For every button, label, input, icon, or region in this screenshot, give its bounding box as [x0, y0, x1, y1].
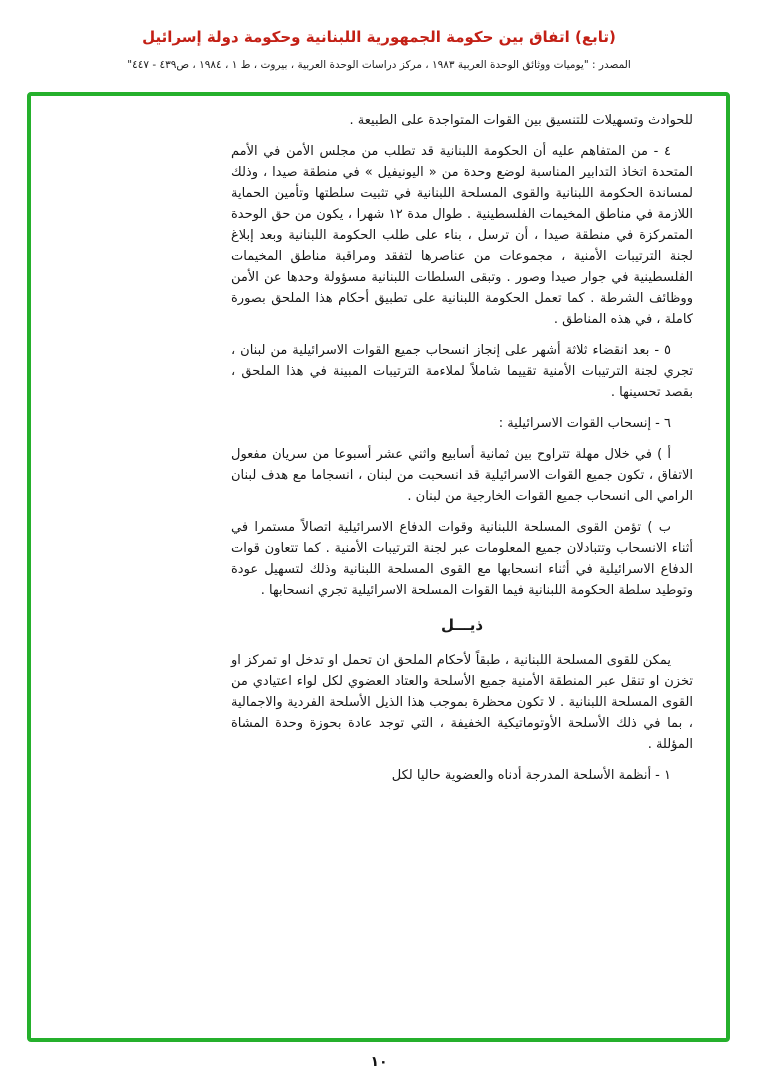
green-content-frame [27, 92, 730, 1042]
paragraph-item-5: ٥ - بعد انقضاء ثلاثة أشهر على إنجاز انسحاب جميع القوات الاسرائيلية من لبنان ، تجري لجنة الترتيبات الأمنية تقييما شاملاً لملاءمة الترتيبات المبينة في هذا الملحق ، بقصد تحسينها . [231, 343, 693, 400]
source-citation: المصدر : "يوميات ووثائق الوحدة العربية ١٩٨٣ ، مركز دراسات الوحدة العربية ، بيروت ، ط ١ ، ١٩٨٤ ، ص٤٣٩ - ٤٤٧" [127, 59, 631, 71]
page-header [0, 0, 758, 71]
paragraph-item-1: ١ - أنظمة الأسلحة المدرجة أدناه والعضوية حاليا لكل [391, 768, 671, 783]
appendix-heading: ذيـــل [440, 616, 484, 634]
paragraph-item-6a: أ ) في خلال مهلة تتراوح بين ثمانية أسابيع واثني عشر أسبوعا من سريان مفعول الاتفاق ، تكون جميع القوات الاسرائيلية قد انسحبت من لبنان ، انسجاما مع هدف لبنان الرامي الى انسحاب جميع القوات الخارجية من لبنان . [231, 447, 693, 504]
paragraph-continuation: للحوادث وتسهيلات للتنسيق بين القوات المتواجدة على الطبيعة . [349, 113, 693, 128]
page-number: ١٠ [370, 1054, 388, 1070]
appendix-paragraph: يمكن للقوى المسلحة اللبنانية ، طبقاً لأحكام الملحق ان تحمل او تدخل او تمركز او تخزن او تنقل عبر المنطقة الأمنية جميع الأسلحة والعتاد العضوي لكل لواء اعتيادي من القوى المسلحة اللبنانية . لا تكون محظرة بموجب هذا الذيل الأسلحة الفردية والاجمالية ، بما في ذلك الأسلحة الأوتوماتيكية الخفيفة ، التي توجد عادة بحوزة وحدة المشاة المؤللة . [231, 653, 693, 752]
document-title: (تابع) اتفاق بين حكومة الجمهورية اللبنانية وحكومة دولة إسرائيل [142, 28, 616, 46]
paragraph-item-6b: ب ) تؤمن القوى المسلحة اللبنانية وقوات الدفاع الاسرائيلية اتصالاً مستمرا في أثناء الانسحاب وتتبادلان جميع المعلومات عبر لجنة الترتيبات الأمنية . كما تتعاون قوات الدفاع الاسرائيلية في أثناء انسحابها مع القوى المسلحة اللبنانية وذلك لتسهيل عودة وتوطيد سلطة الحكومة اللبنانية فيما القوات المسلحة الاسرائيلية تجري انسحابها . [231, 520, 693, 598]
text-column [231, 110, 693, 796]
heading-item-6: ٦ - إنسحاب القوات الاسرائيلية : [498, 416, 671, 431]
paragraph-item-4: ٤ - من المتفاهم عليه أن الحكومة اللبنانية قد تطلب من مجلس الأمن في الأمم المتحدة اتخاذ التدابير المناسبة لوضع وحدة من « اليونيفيل » في منطقة صيدا ، وذلك لمساندة الحكومة اللبنانية والقوى المسلحة اللبنانية في تثبيت سلطتها وتأمين الحماية اللازمة في مناطق المخيمات الفلسطينية . طوال مدة ١٢ شهرا ، يكون من حق الوحدة المتمركزة في منطقة صيدا ، أن ترسل ، بناء على طلب الحكومة اللبنانية وبعد إبلاغ لجنة الترتيبات الأمنية ، مجموعات من عناصرها لتفقد ومراقبة مناطق المخيمات الفلسطينية في جوار صيدا وصور . وتبقى السلطات اللبنانية مسؤولة وحدها عن الأمن ووظائف الشرطة . كما تعمل الحكومة اللبنانية على تطبيق أحكام هذا الملحق بصورة كاملة ، في هذه المناطق . [231, 144, 693, 327]
